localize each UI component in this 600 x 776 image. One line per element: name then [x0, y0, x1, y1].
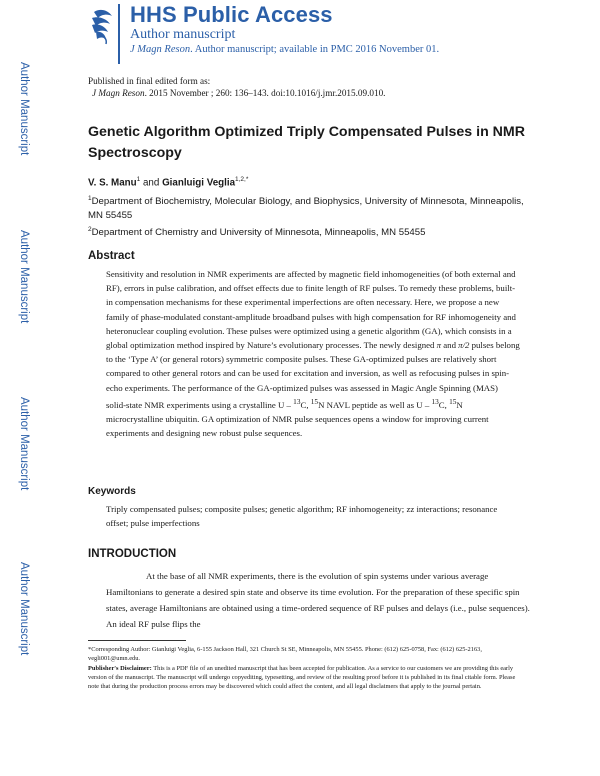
affiliation [88, 192, 528, 223]
side-label-author-manuscript: Author Manuscript [18, 397, 30, 491]
header-divider [118, 4, 120, 64]
abstract-text: Sensitivity and resolution in NMR experiments are affected by magnetic field inhomogeneities (of both external and RF), errors in pulse calibration, and offset effects due to finite length of RF pulses. To remedy these problems, built-in compensation mechanisms for these experimental imperfections are often necessary. Here, we propose a new family of phase-modulated constant-amplitude broadband pulses with high compensation for RF inhomogeneity and heteronuclear coupling evolution. These pulses were optimized using a genetic algorithm (GA), which consists in a global optimization method inspired by Nature’s evolutionary processes. The newly designed [106, 269, 516, 351]
hhs-subtitle: Author manuscript [130, 27, 236, 42]
affiliation-number: 1 [88, 195, 92, 202]
isotope-mass: 13 [431, 396, 439, 406]
isotope-mass: 15 [449, 396, 457, 406]
abstract-text: C, [300, 399, 311, 410]
author-list [88, 176, 248, 188]
footnote-rule [88, 640, 186, 641]
disclaimer-text: This is a PDF file of an unedited manuscript that has been accepted for publication. As a service to our customers we are providing this early version of the manuscript. The manuscript will undergo copyediting, typesetting, and review of the resulting proof before it is published in its final citable form. Please note that during the production process errors may be discovered which could affect the content, and all legal disclaimers that apply to the journal pertain. [88, 665, 516, 690]
keywords-list: Triply compensated pulses; composite pulses; genetic algorithm; RF inhomogeneity; zz interactions; resonance offset; pulse imperfections [106, 504, 498, 529]
isotope-mass: 13 [293, 396, 301, 406]
author-name: Gianluigi Veglia [162, 177, 236, 189]
citation-journal: J Magn Reson [92, 88, 145, 98]
footnotes [88, 645, 520, 692]
abstract-text: and [441, 340, 459, 351]
citation-details: . 2015 November ; 260: 136–143. doi:10.1016/j.jmr.2015.09.010. [144, 88, 386, 98]
affiliation-text: Department of Chemistry and University of Minnesota, Minneapolis, MN 55455 [91, 227, 426, 239]
published-label: Published in final edited form as: [88, 76, 211, 86]
abstract-text: N microcrystalline ubiquitin. GA optimization of NMR pulse sequences opens a window for improving current experiments and designing new robust pulse sequences. [106, 399, 489, 439]
abstract-text: N NAVL peptide as well as U – [318, 399, 432, 410]
abstract-text: pulses belong to the ‘Type A’ (or general rotors) symmetric composite pulses. These GA-optimized pulses are relatively short compared to other general rotors and can be used for excitation and inversion, as well as refocusing pulses in spin-echo experiments. The performance of the GA-optimized pulses was assessed in Magic Angle Spinning (MAS) solid-state NMR experiments using a crystalline U – [106, 340, 520, 410]
side-label-author-manuscript: Author Manuscript [18, 62, 30, 156]
disclaimer-label: Publisher's Disclaimer: [88, 665, 152, 672]
math-pi: π [436, 340, 442, 351]
introduction-heading: INTRODUCTION [88, 548, 177, 560]
author-conjunction: and [140, 177, 163, 189]
abstract-heading: Abstract [88, 250, 135, 262]
availability-text: . Author manuscript; available in PMC 2016 November 01. [190, 44, 440, 55]
keywords-heading: Keywords [88, 486, 136, 497]
hhs-logo-icon [88, 4, 122, 46]
side-label-author-manuscript: Author Manuscript [18, 562, 30, 656]
introduction-body: At the base of all NMR experiments, there is the evolution of spin systems under various average Hamiltonians to generate a desired spin state and observe its time evolution. For the preparation of these specific spin states, average Hamiltonians are obtained using a time-ordered sequence of RF pulses and delays (i.e., pulse sequences). An ideal RF pulse flips the [106, 571, 530, 629]
journal-abbrev: J Magn Reson [130, 44, 191, 55]
corresponding-author-note: *Corresponding Author: Gianluigi Veglia, 6-155 Jackson Hall, 321 Church St SE, Minneapolis, MN 55455. Phone: (612) 625-0758, Fax: (612) 625-2163, vegli001@umn.edu. [88, 646, 482, 662]
isotope-mass: 15 [310, 396, 319, 406]
affiliation-text: Department of Biochemistry, Molecular Biology, and Biophysics, University of Minnesota, Minneapolis, MN 55455 [88, 196, 524, 222]
abstract-text: C, [438, 399, 450, 410]
affiliation [88, 223, 528, 240]
abstract-body [106, 267, 520, 440]
author-name: V. S. Manu [88, 177, 137, 189]
math-pi-half: π/2 [458, 340, 470, 351]
citation-line [92, 88, 385, 98]
affiliation-number: 2 [88, 226, 92, 233]
availability-line [130, 44, 439, 55]
author-affil-sup: 1 [136, 176, 141, 183]
article-title: Genetic Algorithm Optimized Triply Compensated Pulses in NMR Spectroscopy [88, 124, 525, 161]
side-label-author-manuscript: Author Manuscript [18, 230, 30, 324]
hhs-title: HHS Public Access [130, 2, 333, 27]
publisher-disclaimer [88, 664, 520, 691]
author-affil-sup: 1,2,* [235, 176, 249, 183]
